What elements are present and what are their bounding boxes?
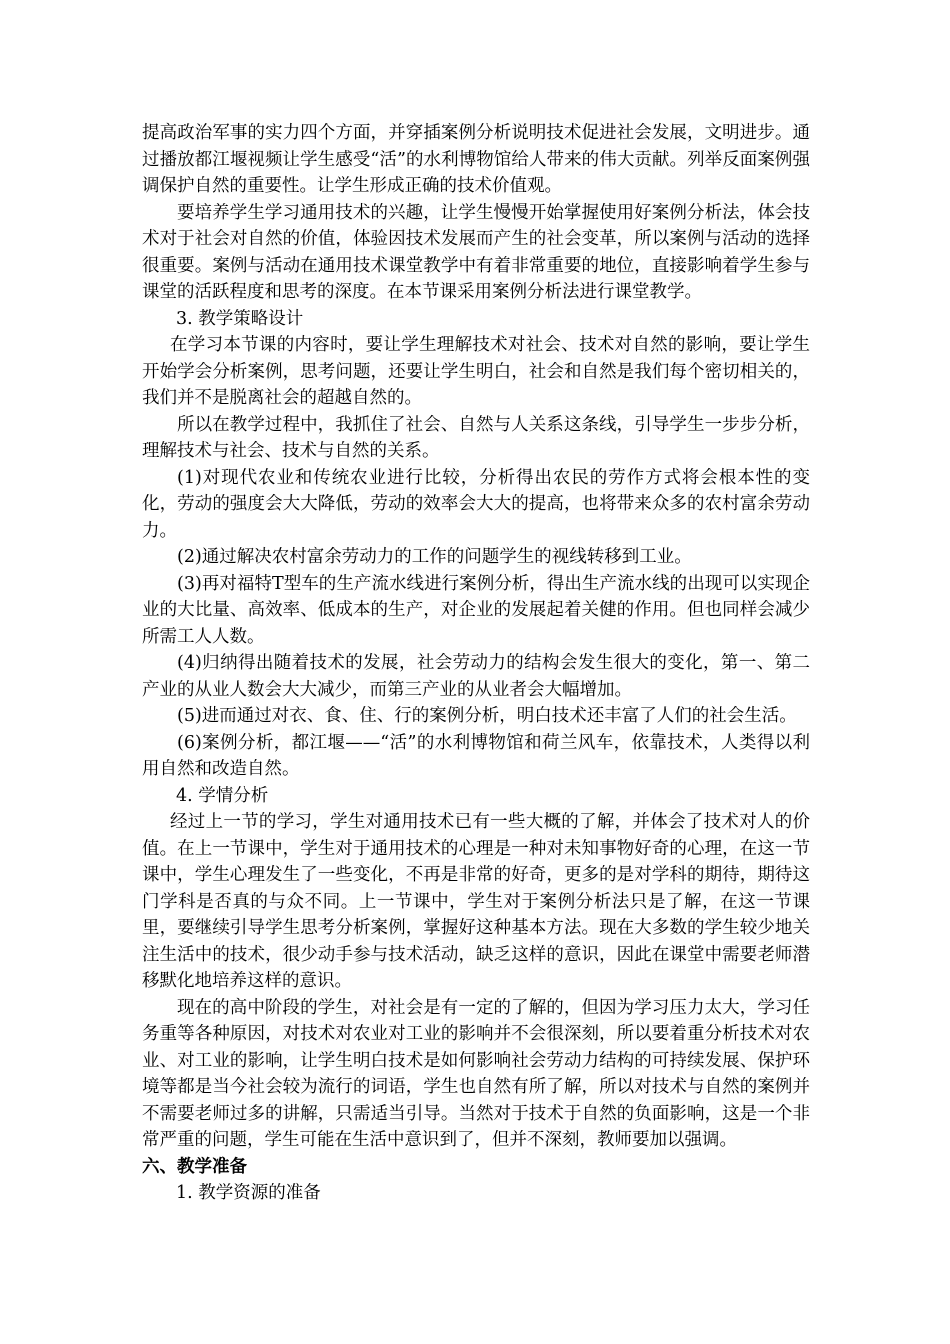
list-item-strategy-1: (1)对现代农业和传统农业进行比较，分析得出农民的劳作方式将会根本性的变化，劳动的强度会大大降低，劳动的效率会大大的提高，也将带来众多的农村富余劳动力。 xyxy=(142,467,810,541)
document-page xyxy=(142,120,810,1207)
section-heading-teaching-preparation: 六、教学准备 xyxy=(142,1156,247,1177)
subheading-teaching-strategy: 3. 教学策略设计 xyxy=(176,308,304,329)
subheading-learner-analysis: 4. 学情分析 xyxy=(176,785,269,806)
paragraph-strategy-intro: 在学习本节课的内容时，要让学生理解技术对社会、技术对自然的影响，要让学生开始学会分析案例，思考问题，还要让学生明白，社会和自然是我们每个密切相关的，我们并不是脱离社会的超越自然的。 xyxy=(142,335,810,408)
subheading-teaching-resources: 1. 教学资源的准备 xyxy=(176,1183,321,1203)
paragraph-strategy-thread: 所以在教学过程中，我抓住了社会、自然与人关系这条线，引导学生一步步分析，理解技术与社会、技术与自然的关系。 xyxy=(142,414,810,461)
list-item-strategy-2: (2)通过解决农村富余劳动力的工作的问题学生的视线转移到工业。 xyxy=(177,547,692,567)
list-item-strategy-6: (6)案例分析，都江堰——“活”的水利博物馆和荷兰风车，依靠技术，人类得以利用自然和改造自然。 xyxy=(142,732,810,779)
list-item-strategy-3: (3)再对福特T型车的生产流水线进行案例分析，得出生产流水线的出现可以实现企业的大比量、高效率、低成本的生产，对企业的发展起着关健的作用。但也同样会减少所需工人人数。 xyxy=(142,573,810,647)
list-item-strategy-4: (4)归纳得出随着技术的发展，社会劳动力的结构会发生很大的变化，第一、第二产业的从业人数会大大减少，而第三产业的从业者会大幅增加。 xyxy=(142,653,810,700)
paragraph-intro-continuation: 提高政治军事的实力四个方面，并穿插案例分析说明技术促进社会发展，文明进步。通过播放都江堰视频让学生感受“活”的水利博物馆给人带来的伟大贡献。列举反面案例强调保护自然的重要性。让学生形成正确的技术价值观。 xyxy=(142,123,810,196)
paragraph-case-analysis-importance: 要培养学生学习通用技术的兴趣，让学生慢慢开始掌握使用好案例分析法，体会技术对于社会对自然的价值，体验因技术发展而产生的社会变革，所以案例与活动的选择很重要。案例与活动在通用技术课堂教学中有着非常重要的地位，直接影响着学生参与课堂的活跃程度和思考的深度。在本节课采用案例分析法进行课堂教学。 xyxy=(142,202,810,302)
paragraph-learner-analysis-1: 经过上一节的学习，学生对通用技术已有一些大概的了解，并体会了技术对人的价值。在上一节课中，学生对于通用技术的心理是一种对未知事物好奇的心理，在这一节课中，学生心理发生了一些变化，不再是非常的好奇，更多的是对学科的期待，期待这门学科是否真的与众不同。上一节课中，学生对于案例分析法只是了解，在这一节课里，要继续引导学生思考分析案例，掌握好这种基本方法。现在大多数的学生较少地关注生活中的技术，很少动手参与技术活动，缺乏这样的意识，因此在课堂中需要老师潜移默化地培养这样的意识。 xyxy=(142,812,810,991)
list-item-strategy-5: (5)进而通过对衣、食、住、行的案例分析，明白技术还丰富了人们的社会生活。 xyxy=(177,706,797,726)
paragraph-learner-analysis-2: 现在的高中阶段的学生，对社会是有一定的了解的，但因为学习压力太大，学习任务重等各种原因，对技术对农业对工业的影响并不会很深刻，所以要着重分析技术对农业、对工业的影响，让学生明白技术是如何影响社会劳动力结构的可持续发展、保护环境等都是当今社会较为流行的词语，学生也自然有所了解，所以对技术与自然的案例并不需要老师过多的讲解，只需适当引导。当然对于技术于自然的负面影响，这是一个非常严重的问题，学生可能在生活中意识到了，但并不深刻，教师要加以强调。 xyxy=(142,997,810,1150)
